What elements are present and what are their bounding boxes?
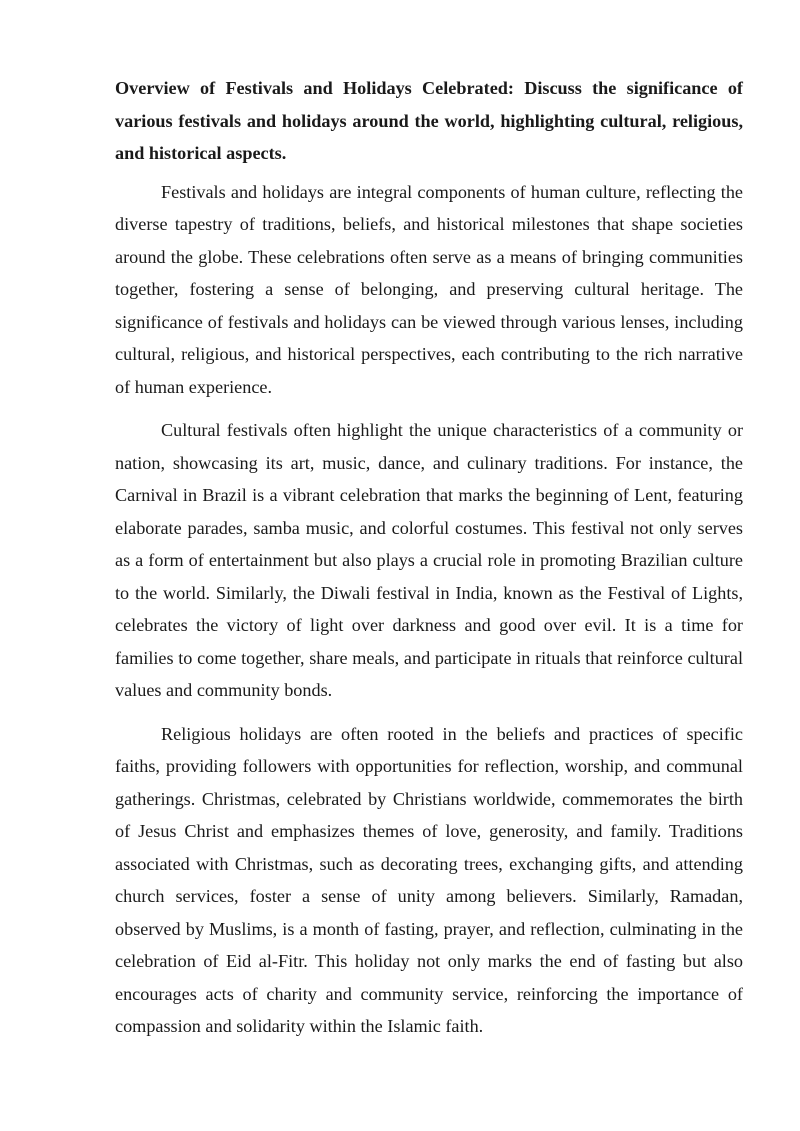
- section-heading: Overview of Festivals and Holidays Celebrated: Discuss the significance of various festivals and holidays around the world, highlighting cultural, religious, and historical aspects.: [115, 78, 743, 163]
- paragraph-cultural-festivals: Cultural festivals often highlight the unique characteristics of a community or nation, showcasing its art, music, dance, and culinary traditions. For instance, the Carnival in Brazil is a vibrant celebration that marks the beginning of Lent, featuring elaborate parades, samba music, and colorful costumes. This festival not only serves as a form of entertainment but also plays a crucial role in promoting Brazilian culture to the world. Similarly, the Diwali festival in India, known as the Festival of Lights, celebrates the victory of light over darkness and good over evil. It is a time for families to come together, share meals, and participate in rituals that reinforce cultural values and community bonds.: [115, 420, 743, 700]
- paragraph-introduction: Festivals and holidays are integral components of human culture, reflecting the diverse tapestry of traditions, beliefs, and historical milestones that shape societies around the globe. These celebrations often serve as a means of bringing communities together, fostering a sense of belonging, and preserving cultural heritage. The significance of festivals and holidays can be viewed through various lenses, including cultural, religious, and historical perspectives, each contributing to the rich narrative of human experience.: [115, 181, 743, 397]
- paragraph-religious-holidays: Religious holidays are often rooted in the beliefs and practices of specific faiths, providing followers with opportunities for reflection, worship, and communal gatherings. Christmas, celebrated by Christians worldwide, commemorates the birth of Jesus Christ and emphasizes themes of love, generosity, and family. Traditions associated with Christmas, such as decorating trees, exchanging gifts, and attending church services, foster a sense of unity among believers. Similarly, Ramadan, observed by Muslims, is a month of fasting, prayer, and reflection, culminating in the celebration of Eid al-Fitr. This holiday not only marks the end of fasting but also encourages acts of charity and community service, reinforcing the importance of compassion and solidarity within the Islamic faith.: [115, 723, 743, 1036]
